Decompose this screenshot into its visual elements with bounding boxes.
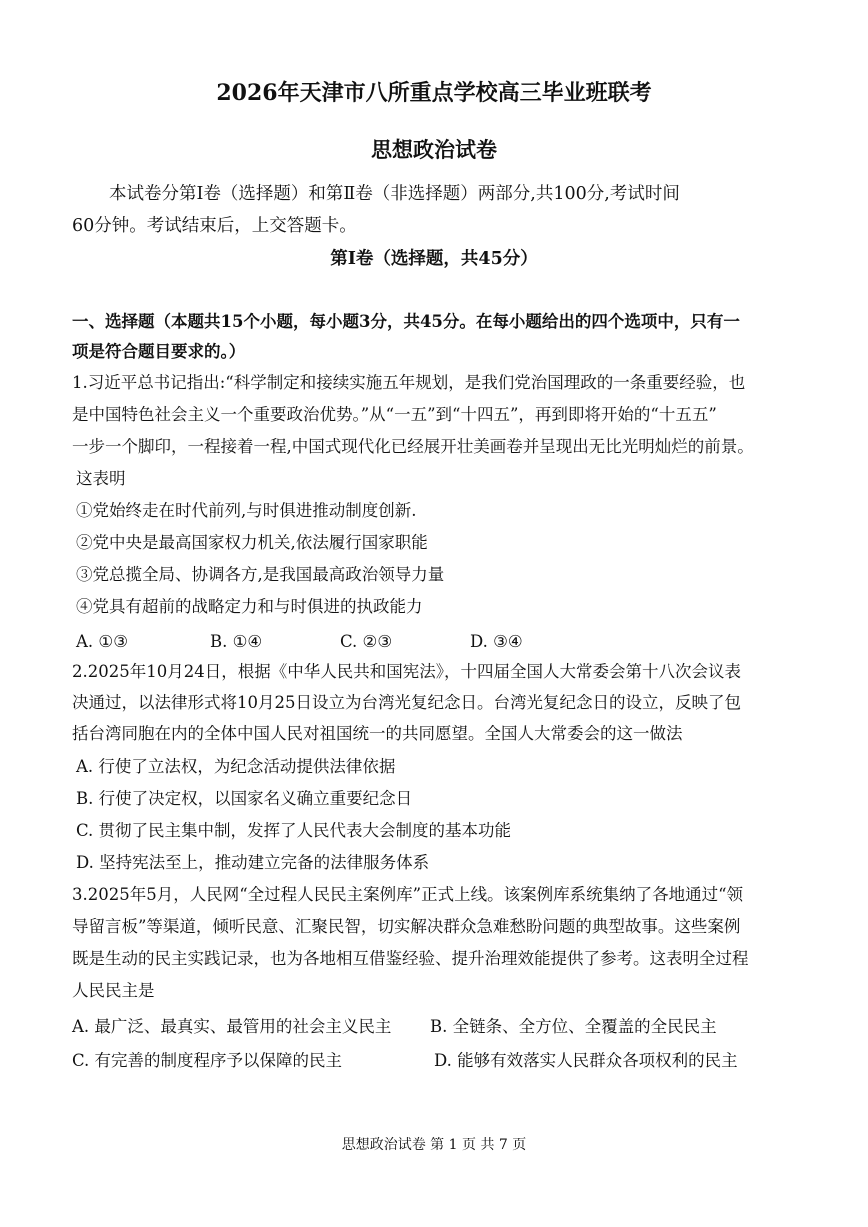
q1-item-4: ④党具有超前的战略定力和与时俱进的执政能力 xyxy=(76,597,423,616)
section1-line-2: 项是符合题目要求的。） xyxy=(72,342,246,361)
q1-item-2: ②党中央是最高国家权力机关,依法履行国家职能 xyxy=(76,533,428,552)
q2-option-b[interactable]: B. 行使了决定权，以国家名义确立重要纪念日 xyxy=(76,789,413,808)
intro-line-1: 本试卷分第Ⅰ卷（选择题）和第Ⅱ卷（非选择题）两部分,共100分,考试时间 xyxy=(109,184,680,204)
q3-option-c[interactable]: C. 有完善的制度程序予以保障的民主 xyxy=(72,1051,343,1070)
q2-stem-line-1: 2.2025年10月24日，根据《中华人民共和国宪法》，十四届全国人大常委会第十八次会议表 xyxy=(72,662,741,681)
q3-option-b[interactable]: B. 全链条、全方位、全覆盖的全民民主 xyxy=(430,1017,717,1036)
section1-line-1: 一、选择题（本题共15个小题，每小题3分，共45分。在每小题给出的四个选项中，只有一 xyxy=(72,312,740,331)
q3-stem-line-3: 既是生动的民主实践记录，也为各地相互借鉴经验、提升治理效能提供了参考。这表明全过程 xyxy=(72,949,749,968)
q1-option-d[interactable]: D. ③④ xyxy=(470,632,523,651)
q3-stem-line-1: 3.2025年5月，人民网“全过程人民民主案例库”正式上线。该案例库系统集纳了各地通过“领 xyxy=(72,885,744,904)
q1-option-b[interactable]: B. ①④ xyxy=(210,632,263,651)
part1-heading: 第Ⅰ卷（选择题，共45分） xyxy=(330,249,538,269)
q1-item-3: ③党总揽全局、协调各方,是我国最高政治领导力量 xyxy=(76,565,445,584)
q1-item-1: ①党始终走在时代前列,与时俱进推动制度创新. xyxy=(76,501,417,520)
q1-stem-line-3: 一步一个脚印，一程接着一程,中国式现代化已经展开壮美画卷并呈现出无比光明灿烂的前景。 xyxy=(72,437,754,456)
q3-stem-line-4: 人民民主是 xyxy=(72,981,155,1000)
q2-option-a[interactable]: A. 行使了立法权，为纪念活动提供法律依据 xyxy=(76,757,396,776)
q1-stem-line-1: 1.习近平总书记指出:“科学制定和接续实施五年规划，是我们党治国理政的一条重要经验，也 xyxy=(72,373,746,392)
q1-option-c[interactable]: C. ②③ xyxy=(340,632,393,651)
q2-option-c[interactable]: C. 贯彻了民主集中制，发挥了人民代表大会制度的基本功能 xyxy=(76,821,512,840)
q1-stem-line-4: 这表明 xyxy=(76,469,126,488)
q3-option-a[interactable]: A. 最广泛、最真实、最管用的社会主义民主 xyxy=(72,1017,392,1036)
intro-line-2: 60分钟。考试结束后，上交答题卡。 xyxy=(72,216,357,236)
page-footer: 思想政治试卷 第 1 页 共 7 页 xyxy=(341,1137,527,1153)
q2-stem-line-3: 括台湾同胞在内的全体中国人民对祖国统一的共同愿望。全国人大常委会的这一做法 xyxy=(72,724,683,743)
exam-subtitle: 思想政治试卷 xyxy=(371,137,497,162)
q1-option-a[interactable]: A. ①③ xyxy=(76,632,128,651)
exam-title: 2026年天津市八所重点学校高三毕业班联考 xyxy=(216,80,652,106)
q2-stem-line-2: 决通过，以法律形式将10月25日设立为台湾光复纪念日。台湾光复纪念日的设立，反映了包 xyxy=(72,693,741,712)
q3-stem-line-2: 导留言板”等渠道，倾听民意、汇聚民智，切实解决群众急难愁盼问题的典型故事。这些案例 xyxy=(72,917,741,936)
q1-stem-line-2: 是中国特色社会主义一个重要政治优势。”从“一五”到“十四五”，再到即将开始的“十五五” xyxy=(72,405,717,424)
q2-option-d[interactable]: D. 坚持宪法至上，推动建立完备的法律服务体系 xyxy=(76,853,430,872)
q3-option-d[interactable]: D. 能够有效落实人民群众各项权利的民主 xyxy=(434,1051,738,1070)
